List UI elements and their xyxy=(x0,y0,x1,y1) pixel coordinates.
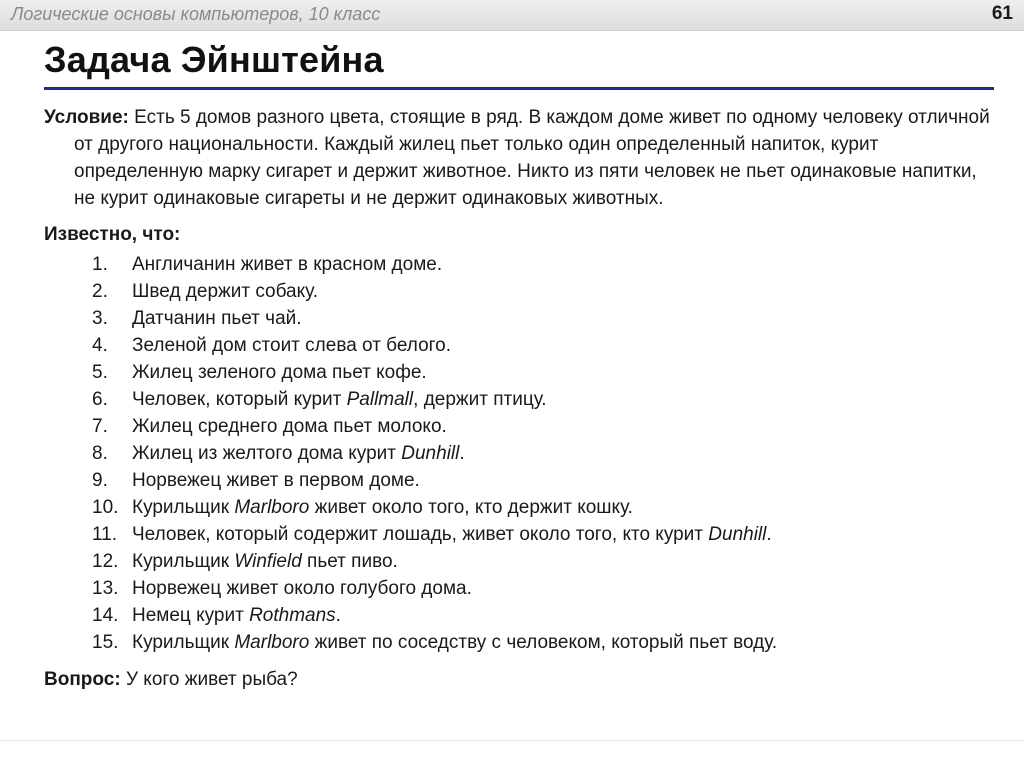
fact-item xyxy=(44,467,994,494)
fact-item xyxy=(44,359,994,386)
fact-text-end: живет по соседству с человеком, который пьет воду. xyxy=(309,632,778,653)
question-text: У кого живет рыба? xyxy=(125,669,298,690)
slide-body xyxy=(44,104,994,712)
fact-text: Норвежец живет в первом доме. xyxy=(132,470,420,491)
fact-number: 13. xyxy=(92,578,119,599)
fact-brand: Pallmall xyxy=(346,389,414,410)
fact-item xyxy=(44,386,994,413)
fact-item xyxy=(44,521,994,548)
fact-brand: Dunhill xyxy=(401,443,460,464)
fact-text: Курильщик xyxy=(132,632,235,653)
fact-number: 11. xyxy=(92,524,118,545)
course-title: Логические основы компьютеров, 10 класс xyxy=(11,4,381,24)
fact-brand: Winfield xyxy=(234,551,302,572)
question-paragraph xyxy=(44,666,994,693)
fact-brand: Dunhill xyxy=(708,524,767,545)
fact-text: Датчанин пьет чай. xyxy=(132,308,302,329)
fact-item xyxy=(44,413,994,440)
fact-item xyxy=(44,251,994,278)
fact-brand: Rothmans xyxy=(249,605,336,626)
fact-number: 2. xyxy=(92,281,108,302)
facts-list xyxy=(44,251,994,656)
fact-text: Жилец зеленого дома пьет кофе. xyxy=(132,362,427,383)
condition-label: Условие: xyxy=(44,107,129,128)
fact-brand: Marlboro xyxy=(234,632,310,653)
known-heading xyxy=(44,221,994,248)
fact-text: Жилец из желтого дома курит xyxy=(132,443,402,464)
fact-text-end: . xyxy=(766,524,772,545)
question-label: Вопрос: xyxy=(44,669,121,690)
slide-title: Задача Эйнштейна xyxy=(44,39,384,80)
fact-text: Курильщик xyxy=(132,497,235,518)
fact-item xyxy=(44,602,994,629)
fact-text: Человек, который курит xyxy=(132,389,347,410)
fact-item xyxy=(44,332,994,359)
fact-number: 8. xyxy=(92,443,108,464)
fact-text: Швед держит собаку. xyxy=(132,281,319,302)
fact-text-end: , держит птицу. xyxy=(413,389,547,410)
fact-number: 1. xyxy=(92,254,108,275)
known-label: Известно, что: xyxy=(44,224,181,245)
fact-text-end: пьет пиво. xyxy=(301,551,398,572)
fact-text: Англичанин живет в красном доме. xyxy=(132,254,443,275)
fact-number: 7. xyxy=(92,416,108,437)
fact-text-end: . xyxy=(459,443,465,464)
fact-number: 12. xyxy=(92,551,119,572)
fact-number: 14. xyxy=(92,605,119,626)
fact-number: 5. xyxy=(92,362,108,383)
fact-item xyxy=(44,440,994,467)
fact-text-end: . xyxy=(335,605,341,626)
fact-number: 4. xyxy=(92,335,108,356)
fact-item xyxy=(44,629,994,656)
fact-number: 9. xyxy=(92,470,108,491)
fact-text: Норвежец живет около голубого дома. xyxy=(132,578,472,599)
fact-number: 6. xyxy=(92,389,108,410)
fact-text: Зеленой дом стоит слева от белого. xyxy=(132,335,452,356)
fact-item xyxy=(44,305,994,332)
fact-text: Немец курит xyxy=(132,605,250,626)
condition-text: Есть 5 домов разного цвета, стоящие в ряд. В каждом доме живет по одному человеку отличной от другого национальности. Каждый жилец пьет только один определенный напиток, курит определенную марку сигарет и держит животное. Никто из пяти человек не пьет одинаковые напитки, не курит одинаковые сигареты и не держит одинаковых животных. xyxy=(74,107,990,209)
fact-number: 15. xyxy=(92,632,119,653)
footer-divider xyxy=(0,740,1024,741)
fact-brand: Marlboro xyxy=(234,497,310,518)
fact-item xyxy=(44,575,994,602)
fact-text: Жилец среднего дома пьет молоко. xyxy=(132,416,447,437)
fact-item xyxy=(44,494,994,521)
page-number: 61 xyxy=(991,3,1013,24)
fact-text: Человек, который содержит лошадь, живет около того, кто курит xyxy=(132,524,709,545)
fact-text: Курильщик xyxy=(132,551,235,572)
fact-number: 10. xyxy=(92,497,119,518)
fact-text-end: живет около того, кто держит кошку. xyxy=(309,497,633,518)
fact-item xyxy=(44,548,994,575)
condition-paragraph xyxy=(44,104,994,212)
header-bar xyxy=(0,0,1024,31)
fact-item xyxy=(44,278,994,305)
title-divider xyxy=(44,87,994,90)
fact-number: 3. xyxy=(92,308,108,329)
